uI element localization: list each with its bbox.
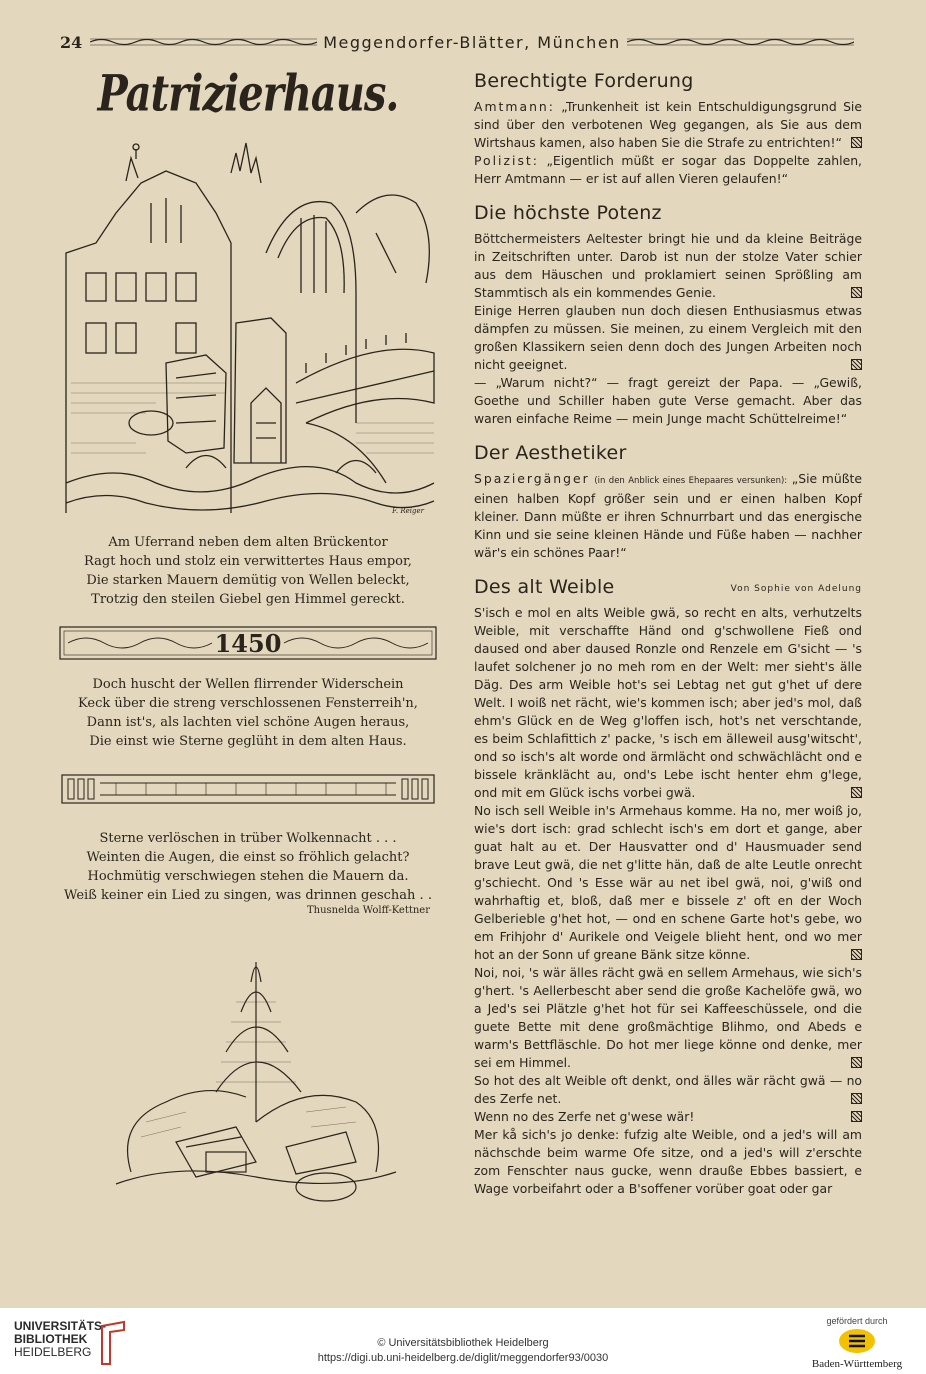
poem-column xyxy=(56,66,440,1222)
paragraph: Einige Herren glauben nun doch diesen Enthusiasmus etwas dämpfen zu müssen. Sie meinen, zu einem Vergleich mit den großen Klassikern seien denn doch des Jungen Arbeiten noch nicht geeignet. xyxy=(474,303,862,372)
paragraph: Spaziergänger (in den Anblick eines Ehepaares versunken): „Sie müßte einen halben Kopf größer sein und er einen halben Kopf kleiner. Dann müßte er ihren Schnurrbart und das energische Kinn und sie seine kleinen Hände und Füße haben — nachher wär's ein schönes Paar!“ xyxy=(474,471,863,560)
verse-line: Trotzig den steilen Giebel gen Himmel gereckt. xyxy=(91,592,405,607)
copyright-text: © Universitätsbibliothek Heidelberg xyxy=(377,1337,549,1349)
verse-line: Dann ist's, als lachten viel schöne Augen heraus, xyxy=(86,715,410,730)
section-berechtigte-forderung xyxy=(474,70,862,188)
funded-by-label: gefördert durch xyxy=(826,1316,888,1326)
year-banner xyxy=(56,623,440,663)
permalink[interactable]: https://digi.ub.uni-heidelberg.de/diglit/meggendorfer93/0030 xyxy=(317,1352,609,1364)
state-name[interactable]: Baden-Württemberg xyxy=(811,1358,903,1370)
end-mark-icon xyxy=(851,359,862,370)
end-mark-icon xyxy=(851,787,862,798)
section-heading: Die höchste Potenz xyxy=(474,202,662,224)
poem-stanza-1 xyxy=(56,533,440,609)
byline: Von Sophie von Adelung xyxy=(730,584,862,594)
still-life-vignette-illustration xyxy=(56,922,440,1222)
paragraph: No isch sell Weible in's Armehaus komme. Ha no, mer woiß jo, wie's dort isch: grad schlecht isch's em dort et gange, aber guat halt au et. Der Hausvatter ond d' Hausmuader send brave Leut gwä, die net g'litte hän, daß de alte Leutle onrecht g'schiecht. Ond 's Esse wär au net ibel gwä, noi, g'wiß ond wahrhaftig et, bloß, daß mer e bissele z' oft en der Woch Gelberieble g'het hot, — ond en schene Garte hot's gebe, wo em Frihjohr d' Aurikele ond Veigele blieht hent, ond wo mer hot an der Sonn uf greane Bänk sitze könne. xyxy=(474,803,862,962)
section-der-aesthetiker xyxy=(474,442,862,562)
end-mark-icon xyxy=(851,949,862,960)
running-header xyxy=(60,28,860,56)
illustration-signature: F. Reiger xyxy=(392,507,424,515)
verse-line: Weiß keiner ein Lied zu singen, was drinnen geschah . . xyxy=(64,888,432,903)
end-mark-icon xyxy=(851,137,862,148)
section-die-hoechste-potenz xyxy=(474,202,862,428)
paragraph: Noi, noi, 's wär älles rächt gwä en sellem Armehaus, wie sich's g'hert. 's Aellerbescht aber send die große Kachelöfe gwä, wo a Jed's sei Plätzle g'het hot für sei Kaffeeschüssele, ond die guete Bette mit dene großmächtige Blihmo, ond Abeds e warm's Bettfläschle. Do hot mer liege könne ond denke, mer sei em Himmel. xyxy=(474,965,862,1070)
verse-line: Keck über die streng verschlossenen Fensterreih'n, xyxy=(78,696,418,711)
section-heading: Des alt Weible Von Sophie von Adelung xyxy=(474,576,862,598)
section-heading: Berechtigte Forderung xyxy=(474,70,694,92)
speaker-label: Polizist: xyxy=(474,153,539,168)
verse-line: Doch huscht der Wellen flirrender Widerschein xyxy=(92,677,404,692)
funding-notice xyxy=(802,1316,912,1370)
verse-line: Sterne verlöschen in trüber Wolkennacht . . . xyxy=(99,831,397,846)
paragraph: Wenn no des Zerfe net g'wese wär! xyxy=(474,1108,862,1126)
university-library-logo[interactable]: UNIVERSITÄTS- BIBLIOTHEK HEIDELBERG xyxy=(14,1319,107,1359)
verse-line: Am Uferrand neben dem alten Brückentor xyxy=(108,535,388,550)
section-heading: Der Aesthetiker xyxy=(474,442,627,464)
paragraph: So hot des alt Weible oft denkt, ond älles wär rächt gwä — no des Zerfe net. xyxy=(474,1073,862,1106)
verse-line: Die einst wie Sterne geglüht in dem alten Haus. xyxy=(89,734,407,749)
state-coat-of-arms-icon xyxy=(837,1328,877,1354)
paragraph: Amtmann: „Trunkenheit ist kein Entschuldigungsgrund Sie sind über den verbotenen Weg gegangen, als Sie aus dem Wirtshaus kamen, also haben Sie die Strafe zu entrichten!“ xyxy=(474,99,862,150)
paragraph: Polizist: „Eigentlich müßt er sogar das Doppelte zahlen, Herr Amtmann — er ist auf allen Vieren gelaufen!“ xyxy=(474,153,862,186)
paragraph: Böttchermeisters Aeltester bringt hie und da kleine Beiträge in Zeitschriften unter. Darob ist nun der stolze Vater schier aus dem Häuschen und proklamiert seinen Sprößling am Stammtisch als ein kommendes Genie. xyxy=(474,231,862,300)
poem-stanza-2 xyxy=(56,675,440,751)
viewer-footer xyxy=(0,1308,926,1374)
end-mark-icon xyxy=(851,287,862,298)
end-mark-icon xyxy=(851,1057,862,1068)
verse-line: Ragt hoch und stolz ein verwittertes Haus empor, xyxy=(84,554,412,569)
header-ornament-right xyxy=(627,37,854,47)
section-des-alt-weible xyxy=(474,576,862,1198)
year-text: 1450 xyxy=(214,629,282,658)
text-column xyxy=(474,66,862,1212)
poem-title: Patrizierhaus. xyxy=(97,64,399,123)
end-mark-icon xyxy=(851,1111,862,1122)
verse-line: Weinten die Augen, die einst so fröhlich gelacht? xyxy=(86,850,410,865)
verse-line: Die starken Mauern demütig von Wellen beleckt, xyxy=(86,573,410,588)
running-title: Meggendorfer-Blätter, München xyxy=(323,32,621,52)
ornamental-divider xyxy=(56,769,440,809)
patrician-house-illustration xyxy=(56,123,440,523)
paragraph: Mer kå sich's jo denke: fufzig alte Weible, ond a jed's will am nächschde beim warme Ofe sitze, ond a jed's will z'erschte zom Fenschter naus gucke, wenn drauße Ebbes bassiert, e Wage vorbeifahrt oder a B'soffener vorüber goat oder gar xyxy=(474,1127,862,1196)
page-number: 24 xyxy=(60,32,83,52)
paragraph: S'isch e mol en alts Weible gwä, so recht en alts, verhutzelts Weible, mit verschaffte Händ ond g'schwollene Fieß ond daused ond aber daused Ronzle ond Renzele em G'sicht — 's laufet solchener jo no meh rom en der Welt: mer sieht's älle Däg. Des arm Weible hot's sei Lebtag net gut g'het uf dere Welt. I woiß net rächt, wie's kommen isch; aber jed's mol, daß ehm's Glück en de Weg g'loffen isch, hot's net verschtande, es beim Schlafittich z' packe, 's isch em älleweil ausg'witscht', ond so isch's alt worde ond ärmlächt ond schwächlächt ond e bissele kränklächt au, ond's Lebe ischt henter ehm g'lege, ond mit em Glück ischs vorbei gwä. xyxy=(474,605,862,800)
end-mark-icon xyxy=(851,1093,862,1104)
verse-line: Hochmütig verschwiegen stehen die Mauern da. xyxy=(87,869,409,884)
stage-direction: (in den Anblick eines Ehepaares versunken): xyxy=(594,476,788,486)
copyright-block xyxy=(0,1336,926,1366)
header-ornament-left xyxy=(90,37,317,47)
poem-stanza-3 xyxy=(56,829,440,905)
poem-author: Thusnelda Wolff-Kettner xyxy=(306,905,430,916)
speaker-label: Spaziergänger xyxy=(474,471,590,486)
paragraph: — „Warum nicht?“ — fragt gereizt der Papa. — „Gewiß, Goethe und Schiller haben gute Verse gemacht. Aber das waren einfache Reime — mein Junge macht Schüttelreime!“ xyxy=(474,375,862,426)
speaker-label: Amtmann: xyxy=(474,99,555,114)
